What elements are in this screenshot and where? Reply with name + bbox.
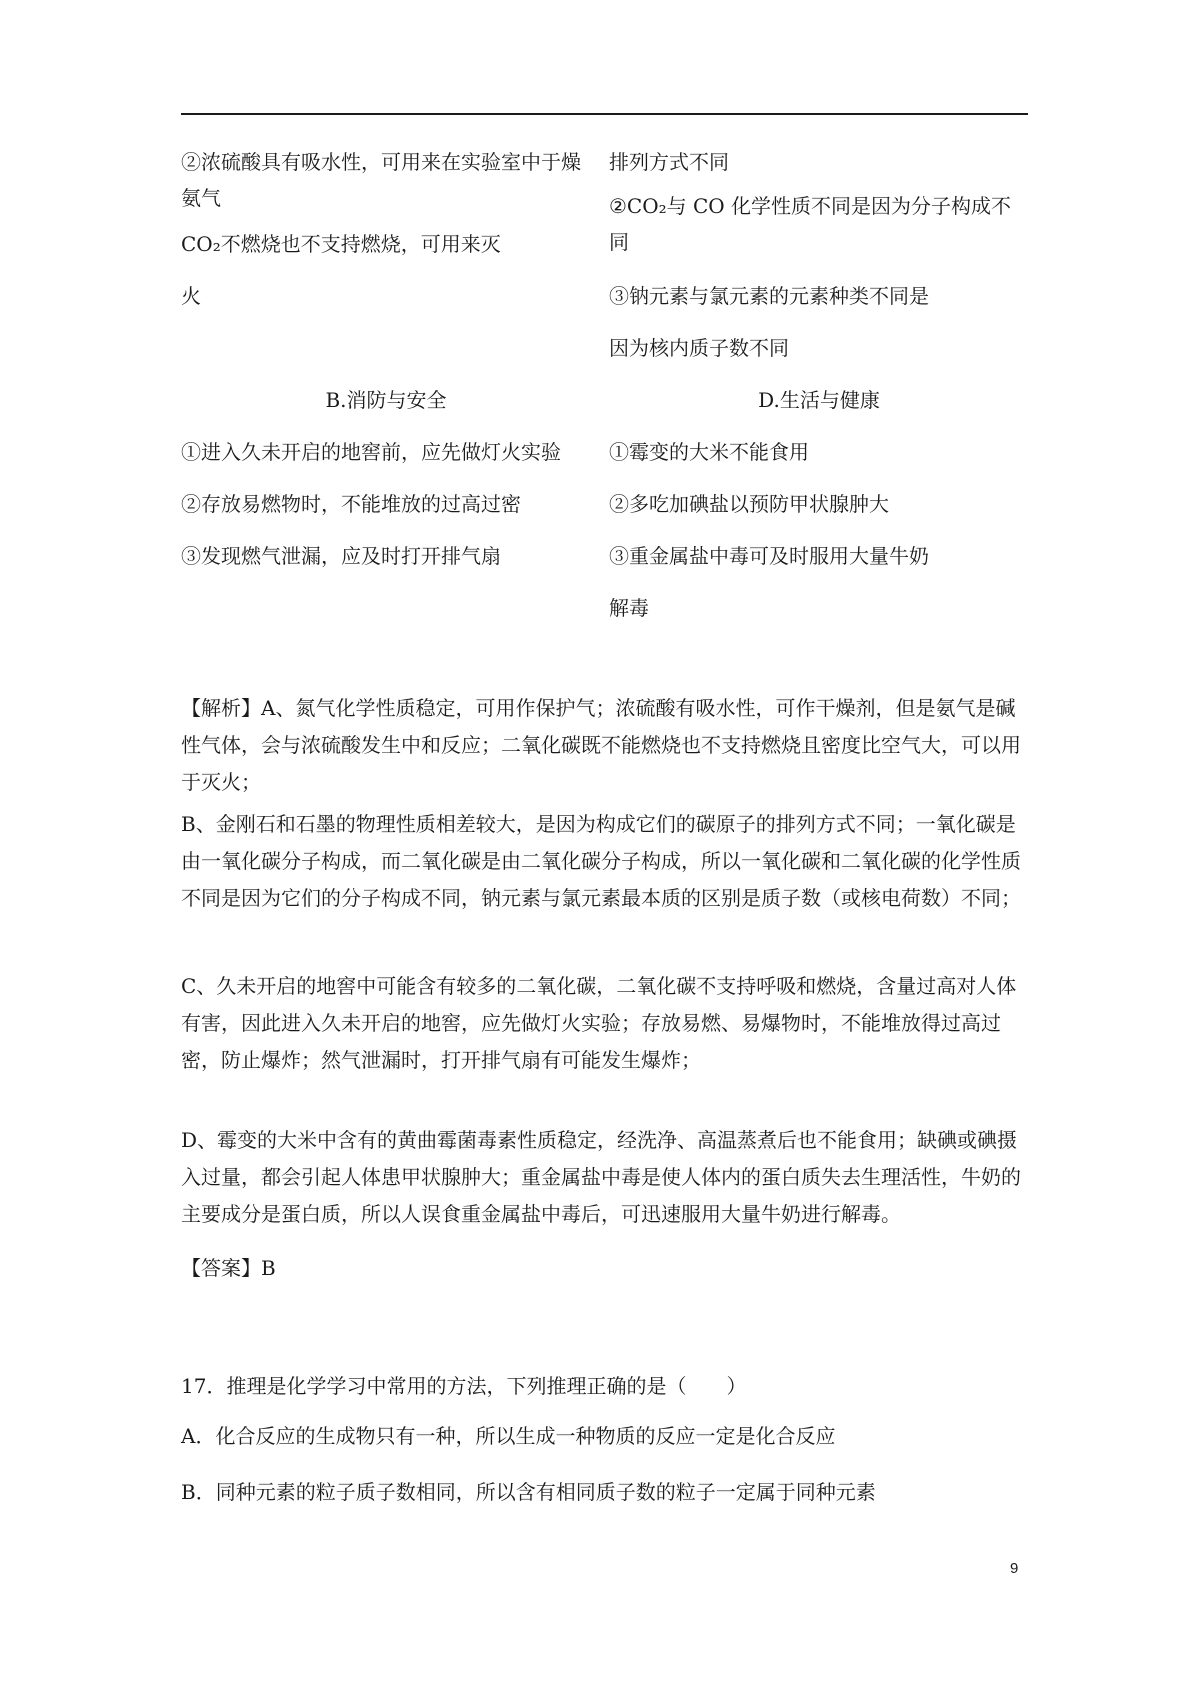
analysis-paragraph-d: D、霉变的大米中含有的黄曲霉菌毒素性质稳定，经洗净、高温蒸煮后也不能食用；缺碘或碘摄入过量，都会引起人体患甲状腺肿大；重金属盐中毒是使人体内的蛋白质失去生理活性，牛奶的主要成分是蛋白质，所以人误食重金属盐中毒后，可迅速服用大量牛奶进行解毒。 [181, 1128, 1021, 1226]
page-number: 9 [1010, 1560, 1019, 1577]
table-header-d: D.生活与健康 [758, 388, 880, 412]
question-17-stem: 17．推理是化学学习中常用的方法，下列推理正确的是（ ） [181, 1374, 747, 1398]
answer-line: 【答案】B [181, 1256, 276, 1280]
table-cell-d-item-2: ②多吃加碘盐以预防甲状腺肿大 [609, 492, 889, 516]
table-header-b: B.消防与安全 [325, 388, 447, 412]
table-cell-b-item-3: ③发现燃气泄漏，应及时打开排气扇 [181, 544, 501, 568]
question-17-option-b: B．同种元素的粒子质子数相同，所以含有相同质子数的粒子一定属于同种元素 [181, 1480, 876, 1504]
analysis-paragraph-c: C、久未开启的地窖中可能含有较多的二氧化碳，二氧化碳不支持呼吸和燃烧，含量过高对人体有害，因此进入久未开启的地窖，应先做灯火实验；存放易燃、易爆物时，不能堆放得过高过密，防止爆炸；然气泄漏时，打开排气扇有可能发生爆炸； [181, 974, 1017, 1072]
table-cell-b-item-1: ①进入久未开启的地窖前，应先做灯火实验 [181, 440, 561, 464]
table-cell-d-item-1: ①霉变的大米不能食用 [609, 440, 809, 464]
table-cell-a-item-2: CO₂不燃烧也不支持燃烧，可用来灭 [181, 232, 501, 256]
table-cell-b-item-2: ②存放易燃物时，不能堆放的过高过密 [181, 492, 521, 516]
table-cell-d-item-3: ③重金属盐中毒可及时服用大量牛奶 [609, 544, 929, 568]
table-cell-c-item-4: 因为核内质子数不同 [609, 336, 789, 360]
analysis-paragraph-b: B、金刚石和石墨的物理性质相差较大，是因为构成它们的碳原子的排列方式不同；一氧化碳是由一氧化碳分子构成，而二氧化碳是由二氧化碳分子构成，所以一氧化碳和二氧化碳的化学性质不同是因为它们的分子构成不同，钠元素与氯元素最本质的区别是质子数（或核电荷数）不同； [181, 812, 1021, 910]
table-cell-c-item-2: ②CO₂与 CO 化学性质不同是因为分子构成不同 [609, 194, 1012, 254]
analysis-paragraph-a: 【解析】A、氮气化学性质稳定，可用作保护气；浓硫酸有吸水性，可作干燥剂，但是氨气是碱性气体，会与浓硫酸发生中和反应；二氧化碳既不能燃烧也不支持燃烧且密度比空气大，可以用于灭火； [181, 696, 1021, 794]
table-cell-a-item-1: ②浓硫酸具有吸水性，可用来在实验室中于燥氨气 [181, 150, 581, 210]
header-rule [181, 113, 1028, 115]
table-cell-a-item-3: 火 [181, 284, 201, 308]
question-17-option-a: A．化合反应的生成物只有一种，所以生成一种物质的反应一定是化合反应 [181, 1424, 836, 1448]
table-cell-d-item-4: 解毒 [609, 596, 649, 620]
table-cell-c-item-3: ③钠元素与氯元素的元素种类不同是 [609, 284, 929, 308]
table-cell-c-item-1: 排列方式不同 [609, 150, 729, 174]
